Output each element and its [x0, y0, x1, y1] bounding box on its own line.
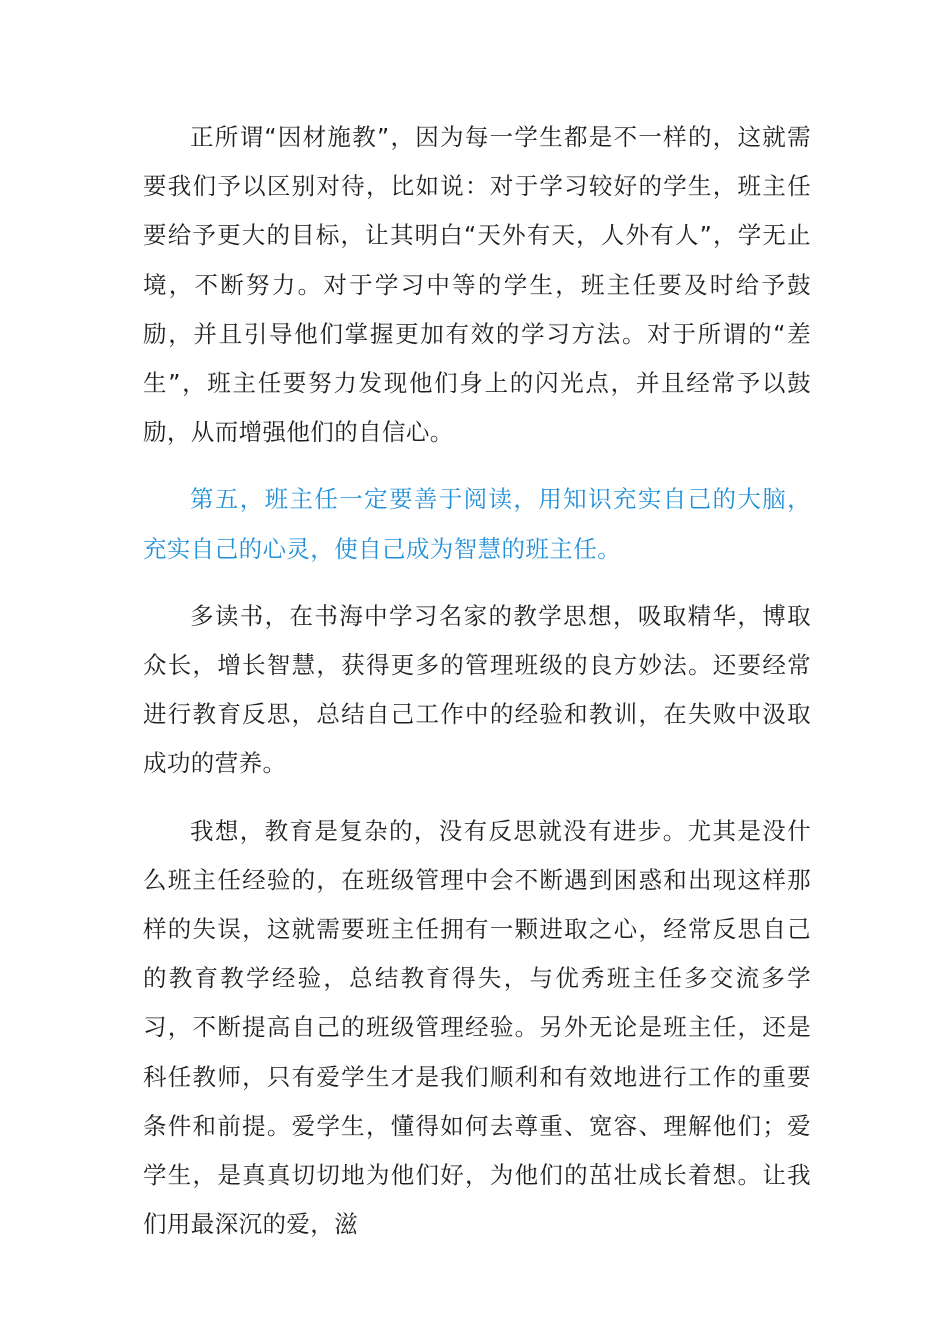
document-page [143, 113, 811, 1249]
paragraph-reflection: 我想，教育是复杂的，没有反思就没有进步。尤其是没什么班主任经验的，在班级管理中会不断遇到困惑和出现这样那样的失误，这就需要班主任拥有一颗进取之心，经常反思自己的教育教学经验，总结教育得失，与优秀班主任多交流多学习，不断提高自己的班级管理经验。另外无论是班主任，还是科任教师，只有爱学生才是我们顺利和有效地进行工作的重要条件和前提。爱学生，懂得如何去尊重、宽容、理解他们；爱学生，是真真切切地为他们好，为他们的茁壮成长着想。让我们用最深沉的爱，滋 [143, 816, 811, 1239]
section-heading-fifth: 第五，班主任一定要善于阅读，用知识充实自己的大脑，充实自己的心灵，使自己成为智慧的班主任。 [143, 485, 811, 563]
paragraph-teaching-by-aptitude: 正所谓“因材施教”，因为每一学生都是不一样的，这就需要我们予以区别对待，比如说：对于学习较好的学生，班主任要给予更大的目标，让其明白“天外有天，人外有人”，学无止境，不断努力。对于学习中等的学生，班主任要及时给予鼓励，并且引导他们掌握更加有效的学习方法。对于所谓的“差生”，班主任要努力发现他们身上的闪光点，并且经常予以鼓励，从而增强他们的自信心。 [143, 123, 811, 447]
paragraph-read-more: 多读书，在书海中学习名家的教学思想，吸取精华，博取众长，增长智慧，获得更多的管理班级的良方妙法。还要经常进行教育反思，总结自己工作中的经验和教训，在失败中汲取成功的营养。 [143, 601, 811, 778]
